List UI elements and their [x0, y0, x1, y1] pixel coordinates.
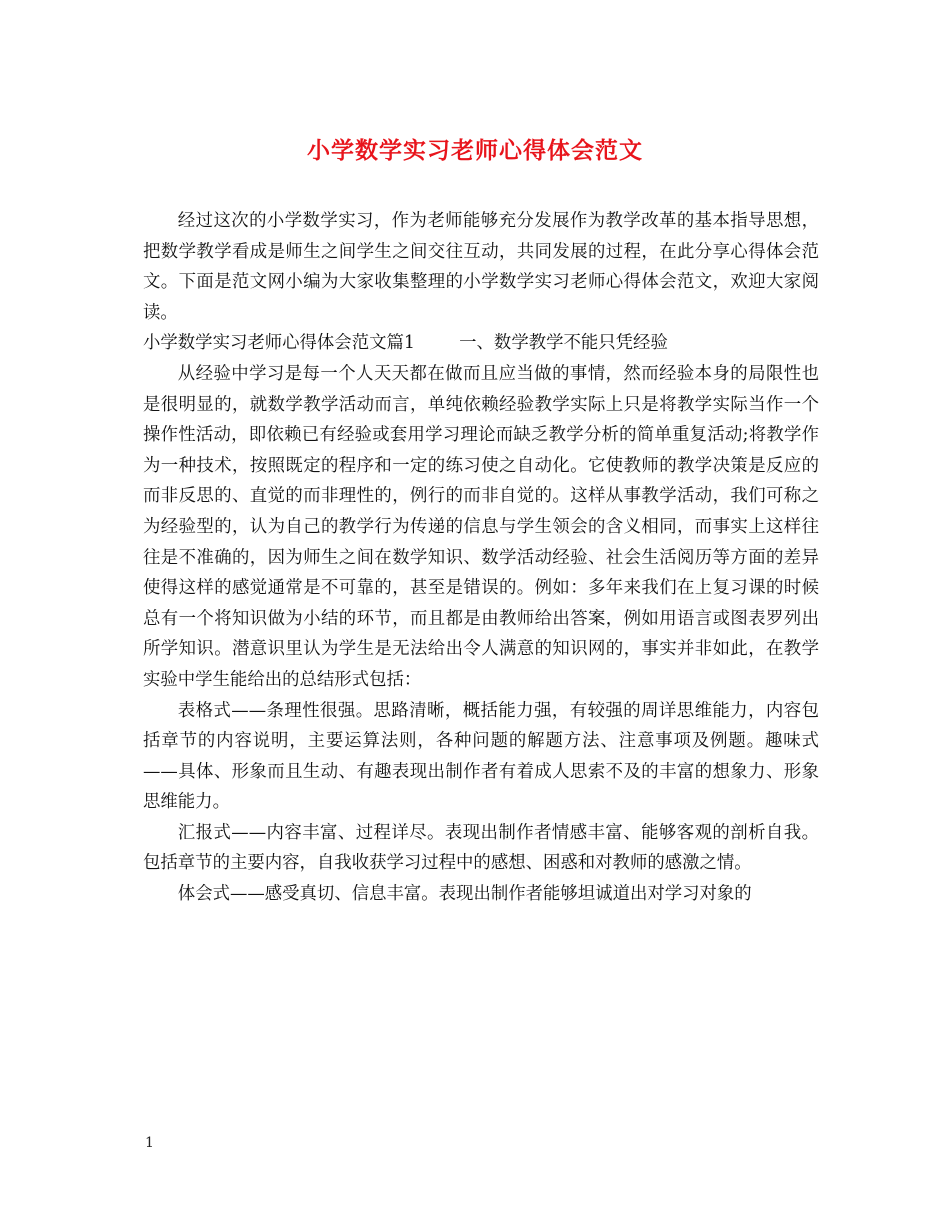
- paragraph-insight-style: 体会式——感受真切、信息丰富。表现出制作者能够坦诚道出对学习对象的: [177, 884, 752, 905]
- section-heading: 小学数学实习老师心得体会范文篇1 一、数学教学不能只凭经验: [143, 333, 668, 354]
- page-number: 1: [145, 1135, 154, 1151]
- paragraph-table-style: 表格式——条理性很强。思路清晰，概括能力强，有较强的周详思维能力，内容包括章节的内容说明，主要运算法则，各种问题的解题方法、注意事项及例题。趣味式——具体、形象而且生动、有趣表现出制作者有着成人思索不及的丰富的想象力、形象思维能力。: [143, 700, 819, 813]
- paragraph-intro: 经过这次的小学数学实习，作为老师能够充分发展作为教学改革的基本指导思想，把数学教学看成是师生之间学生之间交往互动，共同发展的过程，在此分享心得体会范文。下面是范文网小编为大家收集整理的小学数学实习老师心得体会范文，欢迎大家阅读。: [143, 211, 819, 323]
- document-title: 小学数学实习老师心得体会范文: [307, 137, 643, 164]
- document-body: [143, 206, 819, 910]
- paragraph-report-style: 汇报式——内容丰富、过程详尽。表现出制作者情感丰富、能够客观的剖析自我。包括章节的主要内容，自我收获学习过程中的感想、困惑和对教师的感激之情。: [143, 822, 819, 874]
- paragraph-experience: 从经验中学习是每一个人天天都在做而且应当做的事情，然而经验本身的局限性也是很明显的，就数学教学活动而言，单纯依赖经验教学实际上只是将教学实际当作一个操作性活动，即依赖已有经验或套用学习理论而缺乏教学分析的简单重复活动;将教学作为一种技术，按照既定的程序和一定的练习使之自动化。它使教师的教学决策是反应的而非反思的、直觉的而非理性的，例行的而非自觉的。这样从事教学活动，我们可称之为经验型的，认为自己的教学行为传递的信息与学生领会的含义相同，而事实上这样往往是不准确的，因为师生之间在数学知识、数学活动经验、社会生活阅历等方面的差异使得这样的感觉通常是不可靠的，甚至是错误的。例如：多年来我们在上复习课的时候总有一个将知识做为小结的环节，而且都是由教师给出答案，例如用语言或图表罗列出所学知识。潜意识里认为学生是无法给出令人满意的知识网的，事实并非如此，在教学实验中学生能给出的总结形式包括：: [143, 363, 819, 690]
